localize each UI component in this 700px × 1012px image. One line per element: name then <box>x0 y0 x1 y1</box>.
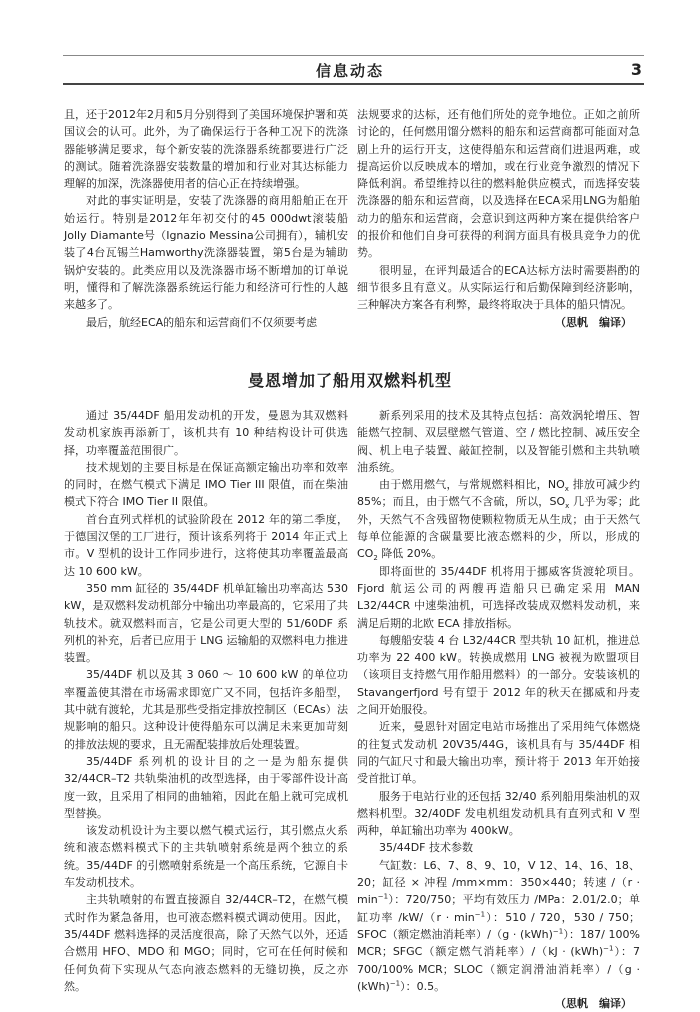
text-run: ）：720/750；平均有效压力 /MPa：2.01/2.0；单缸功率 /kW/（r · min <box>357 893 640 924</box>
text-run: ）：510 / 720，530 / 750；SFOC（额定燃油消耗率）/（g · (kWh) <box>357 910 640 941</box>
paragraph: 即将面世的 35/44DF 机将用于挪威客货渡轮项目。Fjord 航运公司的两艘再造船只已确定采用 MAN L32/44CR 中速柴油机，可选择改装成双燃料发动机，来满足后期的北欧 ECA 排放指标。 <box>357 564 640 630</box>
text-run: ）：7 700/100% MCR；SLOC（额定润滑油消耗率）/（g · (kWh) <box>357 945 640 993</box>
text-run: 由于燃用燃气，与常规燃料相比，NO <box>379 478 565 492</box>
paragraph: 且，还于2012年2月和5月分别得到了美国环境保护署和英国议会的认可。此外，为了确保运行于各种工况下的洗涤器能够满足要求，每个新安装的洗涤器系统都要进行广泛的测试。随着洗涤器安装数量的增加和行业对其达标能力理解的加深，洗涤器使用者的信心正在持续增强。 <box>64 108 348 191</box>
subscript: 2 <box>373 554 378 563</box>
superscript: −1 <box>603 944 614 953</box>
paragraph: 主共轨喷射的布置直接源自 32/44CR–T2，在燃气模式时作为紧急备用，也可液态燃料模式调动使用。因此，35/44DF 燃料选择的灵活度很高，除了天然气以外，还适合燃用 HFO、MDO 和 MGO；同时，它可在任何时候和任何负荷下实现从气态向液态燃料的无缝切换，反之亦然。 <box>64 893 348 993</box>
superscript: −1 <box>377 892 389 901</box>
emissions-paragraph <box>357 476 640 562</box>
paragraph: 服务于电站行业的还包括 32/40 系列船用柴油机的双燃料机型。32/40DF 发电机组发动机具有直列式和 V 型两种，单缸输出功率为 400kW。 <box>357 789 640 838</box>
paragraph: 最后，航经ECA的船东和运营商们不仅须要考虑 <box>86 315 318 329</box>
translator-credit: （思帆 编译） <box>555 997 632 1011</box>
paragraph: 技术规划的主要目标是在保证高额定输出功率和效率的同时，在燃气模式下满足 IMO Tier III 限值，而在柴油模式下符合 IMO Tier II 限值。 <box>64 460 348 509</box>
superscript: −1 <box>552 927 564 936</box>
paragraph: 新系列采用的技术及其特点包括：高效涡轮增压、智能燃气控制、双层壁燃气管道、空 / 燃比控制、减压安全阀、机上电子装置、敲缸控制，以及智能引燃和主共轨喷油系统。 <box>357 409 640 474</box>
text-run: 降低 20%。 <box>377 547 443 561</box>
subscript: x <box>564 485 569 494</box>
paragraph: 35/44DF 机以及其 3 060 ～ 10 600 kW 的单位功率覆盖使其潜在市场需求即宽广又不同，包括许多船型，其中就有渡轮，尤其是那些受指定排放控制区（ECAs）法规影响的船只。这种设计使得船东可以满足未来更加苛刻的排放法规的要求，且无需配装排放后处理装置。 <box>64 668 348 751</box>
text-run: ）：0.5。 <box>400 979 446 993</box>
paragraph: 每艘船安装 4 台 L32/44CR 型共轨 10 缸机，推进总功率为 22 400 kW。转换成燃用 LNG 被视为欧盟项目（该项目支持燃气用作船用燃料）的一部分。安装该机的 Stavangerfjord 号有望于 2012 年的秋天在挪威和丹麦之间开始服役。 <box>357 633 640 717</box>
page-number: 3 <box>630 60 642 79</box>
header-rule-top <box>63 55 644 56</box>
paragraph: 对此的事实证明是，安装了洗涤器的商用船舶正在开始运行。特别是2012年年初交付的45 000dwt滚装船Jolly Diamante号（Ignazio Messina公司拥有），辅机安装了4台瓦锡兰Hamworthy洗涤器装置，第5台是为辅助锅炉安装的。此类应用以及洗涤器市场不断增加的订单说明，懂得和了解洗涤器系统运行能力和经济可行性的人越来越多了。 <box>64 194 348 312</box>
paragraph: 通过 35/44DF 船用发动机的开发，曼恩为其双燃料发动机家族再添新丁，该机共有 10 种结构设计可供选择，功率覆盖范围很广。 <box>64 409 348 457</box>
paragraph: 350 mm 缸径的 35/44DF 机单缸输出功率高达 530 kW，是双燃料发动机部分中输出功率最高的，它采用了共轨技术。就双燃料而言，它是公司更大型的 51/60DF 系列机的补充，后者已应用于 LNG 运输船的双燃料电力推进装置。 <box>64 581 348 665</box>
specs-paragraph <box>357 857 640 995</box>
section-title: 信息动态 <box>315 62 384 80</box>
subscript: x <box>565 502 570 511</box>
paragraph: 法规要求的达标，还有他们所处的竞争地位。正如之前所讨论的，任何燃用馏分燃料的船东和运营商都可能面对急剧上升的运行开支，这使得船东和运营商们进退两难，或提高运价以反映成本的增加，或在行业竞争激烈的情况下降低利润。希望维持以往的燃料舱供应模式，而选择安装洗涤器的船东和运营商，以及选择在ECA采用LNG为船舶动力的船东和运营商，会意识到这两种方案在提供给客户的报价和他们自身可获得的利润方面具有极具竞争力的优势。 <box>357 108 640 260</box>
prev-article-right-column <box>357 106 640 331</box>
paragraph: 首台直列式样机的试验阶段在 2012 年的第二季度，于德国汉堡的工厂进行，预计该系列将于 2014 年正式上市。V 型机的设计工作同步进行，这将使其功率覆盖最高达 10 600 kW。 <box>64 512 348 578</box>
paragraph: 该发动机设计为主要以燃气模式运行，其引燃点火系统和液态燃料模式下的主共轨喷射系统是两个独立的系统。35/44DF 的引燃喷射系统是一个高压系统，它源自卡车发动机技术。 <box>64 824 348 890</box>
article-left-column <box>64 407 348 995</box>
article-right-column <box>357 407 640 1012</box>
prev-article-left-column <box>64 106 348 331</box>
text-run: 几乎为零；此外，天然气不含残留物使颗粒物质无从生成；由于天然气每单位能源的含碳量要比液态燃料的少，所以，形成的 CO <box>357 495 640 561</box>
paragraph: 近来，曼恩针对固定电站市场推出了采用纯气体燃烧的往复式发动机 20V35/44G，该机具有与 35/44DF 相同的气缸尺寸和最大输出功率，预计将于 2013 年开始接受首批订单。 <box>357 720 640 786</box>
header-rule <box>63 83 644 85</box>
translator-credit: （思帆 编译） <box>555 315 632 329</box>
superscript: −1 <box>389 979 401 988</box>
article-title: 曼恩增加了船用双燃料机型 <box>247 371 452 390</box>
text-run: ）：187/ 100% MCR；SFGC（额定燃气消耗率）/（kJ · (kWh) <box>357 927 640 959</box>
superscript: −1 <box>474 909 486 918</box>
text-run: 排放可减少约 85%；而且，由于燃气不含硫，所以，SO <box>357 478 640 509</box>
paragraph: 很明显，在评判最适合的ECA达标方法时需要斟酌的细节很多且有意义。从实际运行和后勤保障到经济影响，三种解决方案各有利弊，最终将取决于具体的船只情况。 <box>357 263 640 312</box>
specs-heading: 35/44DF 技术参数 <box>379 841 473 855</box>
text-run: 气缸数：L6、7、8、9、10，V 12、14、16、18、20；缸径 × 冲程 /mm×mm：350×440；转速 /（r · min <box>357 858 640 907</box>
paragraph: 35/44DF 系列机的设计目的之一是为船东提供 32/44CR–T2 共轨柴油机的改型选择，由于零部件设计高度一致，且采用了相同的曲轴箱，因此在船上就可完成机型替换。 <box>64 754 348 820</box>
